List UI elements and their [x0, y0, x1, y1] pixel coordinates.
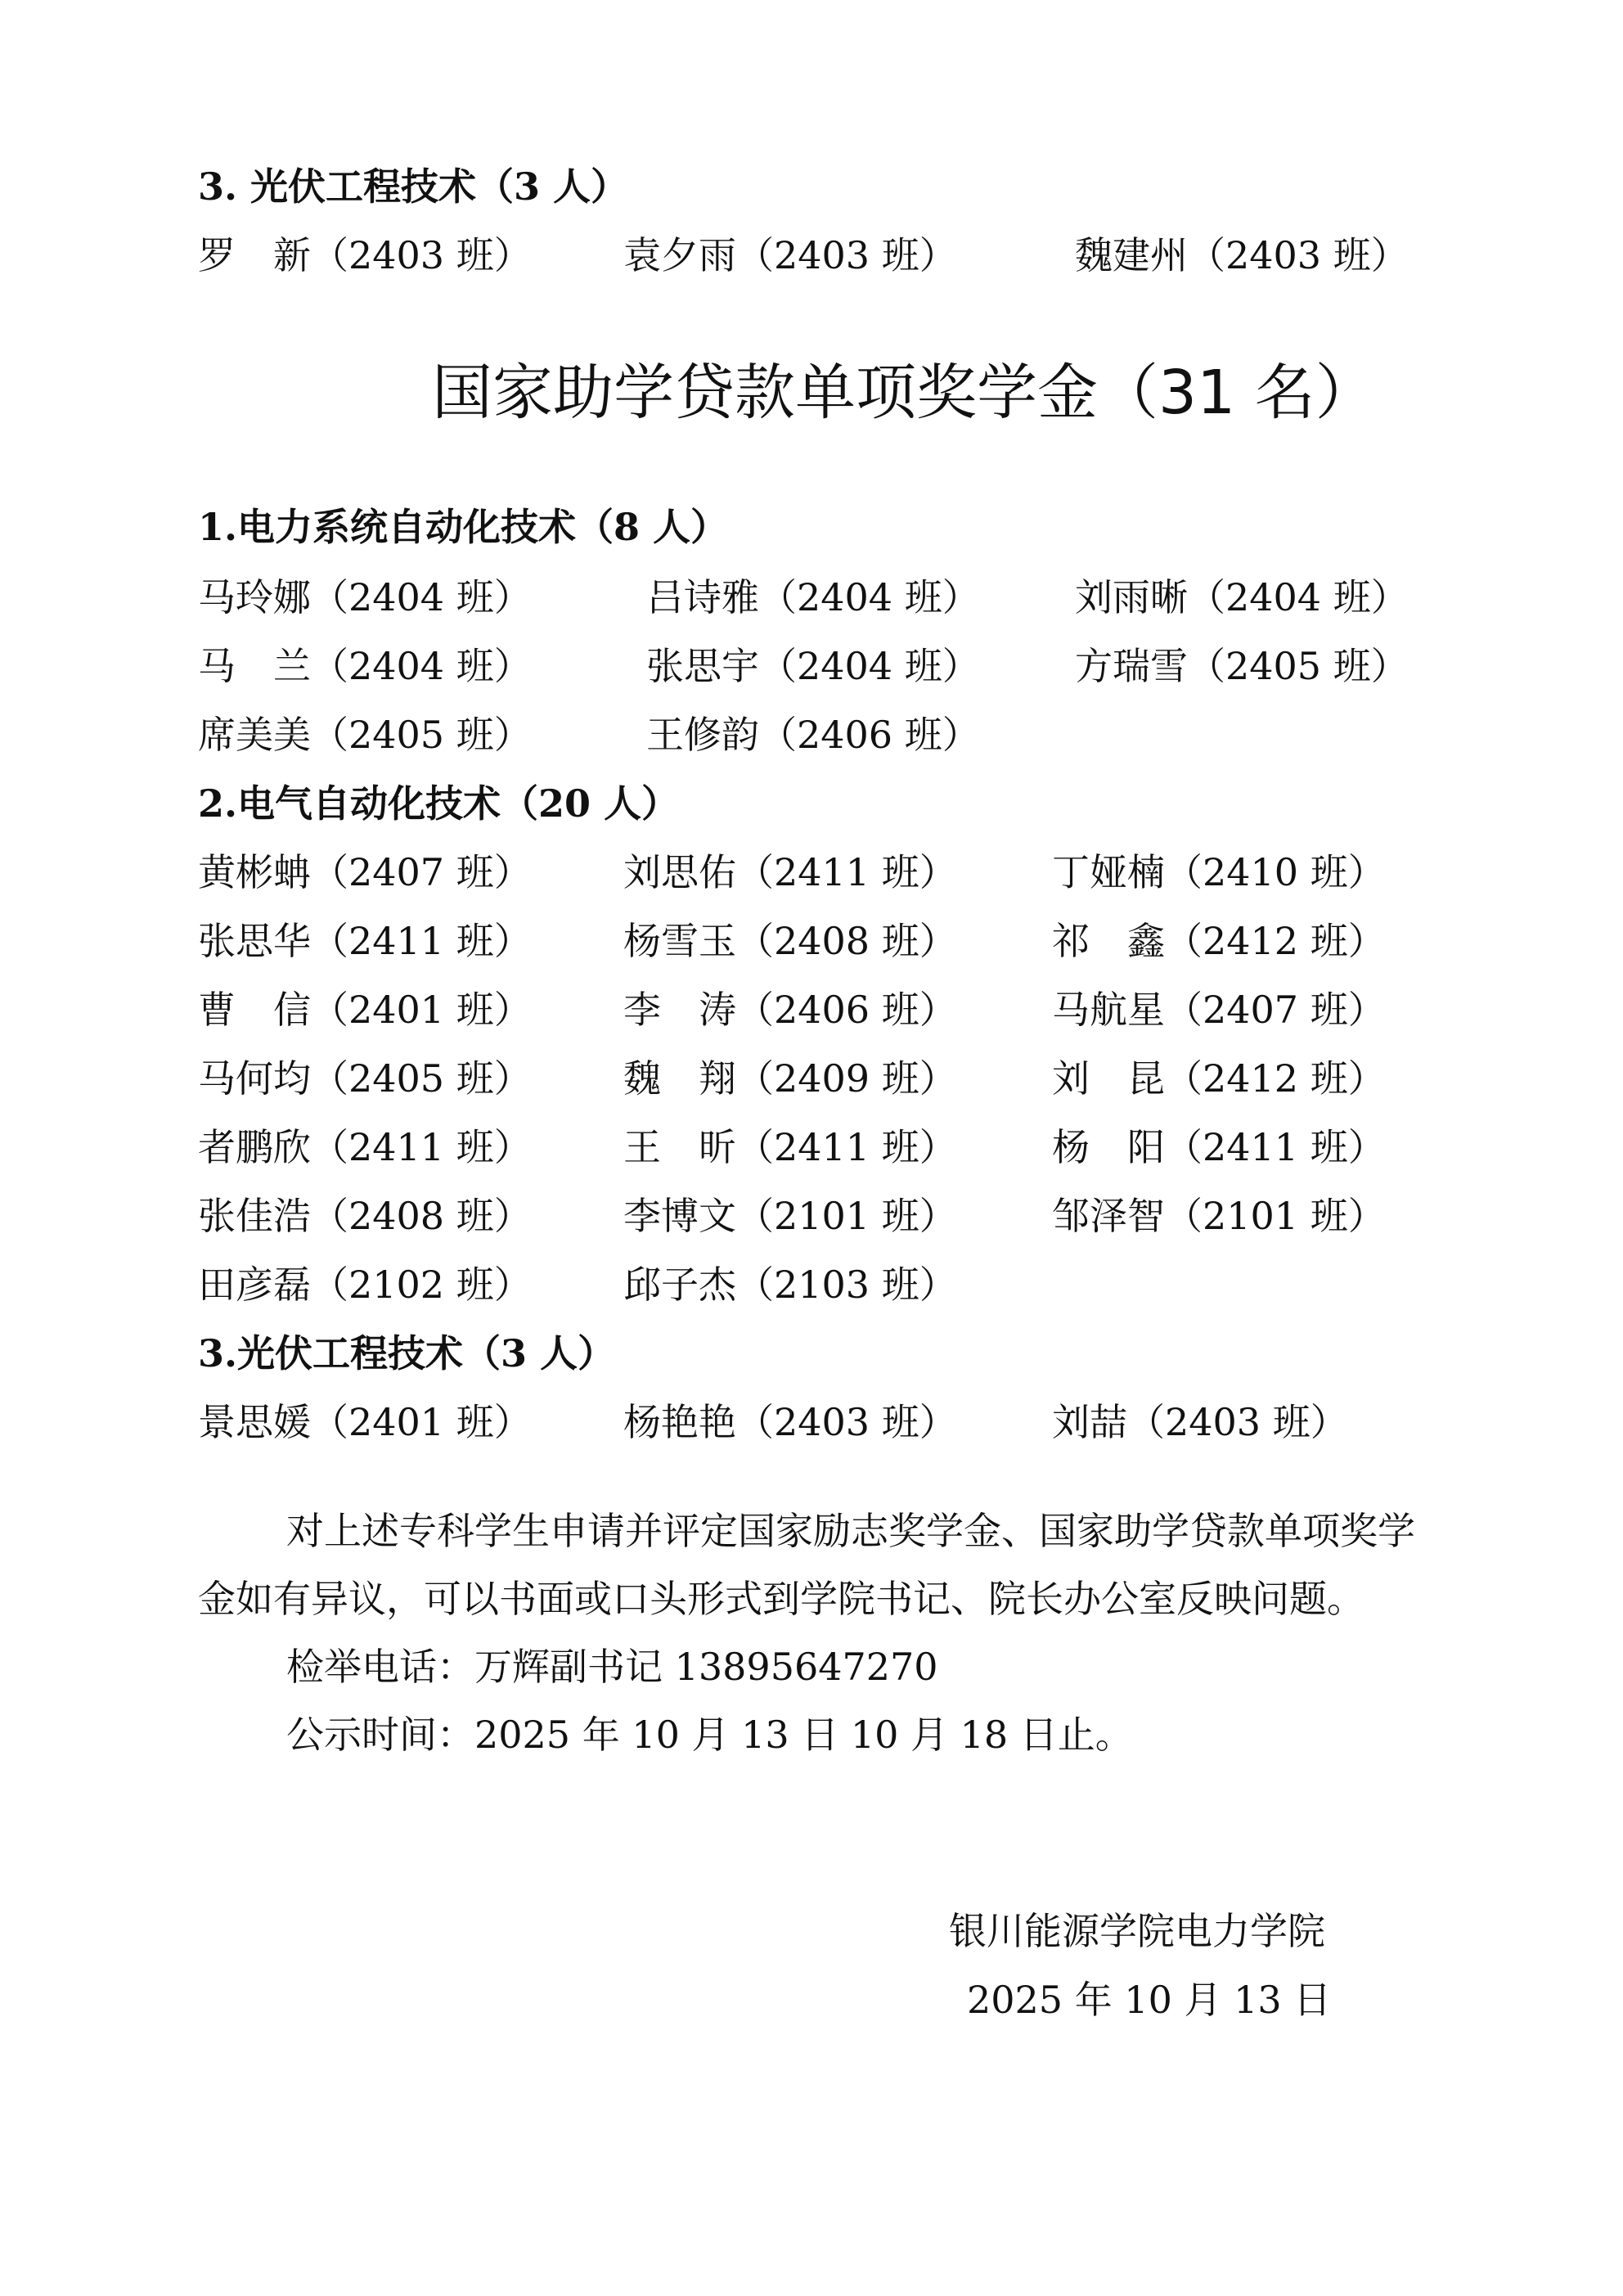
student-entry: 刘 昆（2412 班） [1052, 1056, 1386, 1101]
student-entry: 罗 新（2403 班） [198, 233, 532, 277]
signature-org: 银川能源学院电力学院 [949, 1909, 1325, 1953]
section-heading-pv: 3.光伏工程技术（3 人） [198, 1331, 616, 1375]
student-entry: 邱子杰（2103 班） [623, 1263, 957, 1307]
student-entry: 丁娅楠（2410 班） [1052, 850, 1386, 894]
student-entry: 杨雪玉（2408 班） [623, 919, 957, 963]
page-title: 国家助学贷款单项奖学金（31 名） [432, 358, 1376, 428]
notice-block [198, 1497, 1441, 1769]
student-entry: 李博文（2101 班） [623, 1194, 957, 1238]
student-entry: 袁夕雨（2403 班） [623, 233, 957, 277]
student-entry: 李 涛（2406 班） [623, 988, 957, 1032]
student-entry: 景思媛（2401 班） [198, 1400, 532, 1444]
student-entry: 魏 翔（2409 班） [623, 1056, 957, 1101]
student-entry: 祁 鑫（2412 班） [1052, 919, 1386, 963]
student-entry: 刘雨晰（2404 班） [1075, 575, 1409, 619]
student-entry: 刘思佑（2411 班） [623, 850, 957, 894]
student-entry: 张思宇（2404 班） [646, 644, 980, 688]
section-heading-power-system: 1.电力系统自动化技术（8 人） [198, 505, 729, 549]
signature-date: 2025 年 10 月 13 日 [967, 1978, 1332, 2022]
student-entry: 马玲娜（2404 班） [198, 575, 532, 619]
notice-paragraph: 对上述专科学生申请并评定国家励志奖学金、国家助学贷款单项奖学金如有异议，可以书面或口头形式到学院书记、院长办公室反映问题。 [198, 1509, 1415, 1621]
student-entry: 王 昕（2411 班） [623, 1125, 957, 1169]
student-entry: 马何均（2405 班） [198, 1056, 532, 1101]
student-entry: 张思华（2411 班） [198, 919, 532, 963]
student-entry: 刘喆（2403 班） [1052, 1400, 1348, 1444]
report-phone: 检举电话：万辉副书记 13895647270 [286, 1645, 938, 1689]
student-entry: 张佳浩（2408 班） [198, 1194, 532, 1238]
student-entry: 杨 阳（2411 班） [1052, 1125, 1386, 1169]
student-entry: 魏建州（2403 班） [1075, 233, 1409, 277]
publicity-period: 公示时间：2025 年 10 月 13 日 10 月 18 日止。 [286, 1713, 1133, 1757]
student-entry: 黄彬蚺（2407 班） [198, 850, 532, 894]
student-entry: 席美美（2405 班） [198, 713, 532, 757]
student-entry: 王修韵（2406 班） [646, 713, 980, 757]
student-entry: 马 兰（2404 班） [198, 644, 532, 688]
student-entry: 曹 信（2401 班） [198, 988, 532, 1032]
student-entry: 邹泽智（2101 班） [1052, 1194, 1386, 1238]
student-entry: 吕诗雅（2404 班） [646, 575, 980, 619]
section-heading-electrical: 2.电气自动化技术（20 人） [198, 781, 680, 826]
student-entry: 马航星（2407 班） [1052, 988, 1386, 1032]
student-entry: 方瑞雪（2405 班） [1075, 644, 1409, 688]
section-heading-pv-top: 3. 光伏工程技术（3 人） [198, 164, 629, 209]
student-entry: 田彦磊（2102 班） [198, 1263, 532, 1307]
student-entry: 者鹏欣（2411 班） [198, 1125, 532, 1169]
student-entry: 杨艳艳（2403 班） [623, 1400, 957, 1444]
